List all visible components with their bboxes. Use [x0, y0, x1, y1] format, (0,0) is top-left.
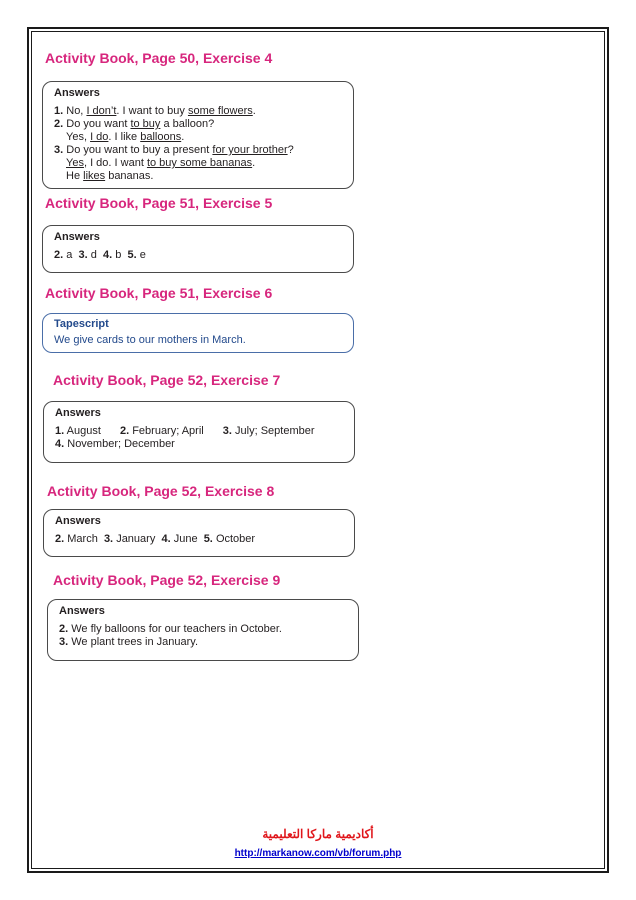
answer-line: 2. We fly balloons for our teachers in October.: [59, 623, 282, 635]
tapescript-text: We give cards to our mothers in March.: [54, 334, 246, 346]
answer-line: 3. We plant trees in January.: [59, 636, 199, 648]
exercise-4-heading: Activity Book, Page 50, Exercise 4: [45, 50, 273, 66]
answers-label: Answers: [55, 407, 101, 419]
answer-line: Yes, I do. I want to buy some bananas.: [66, 157, 256, 169]
exercise-7-answer-box: [43, 401, 355, 463]
exercise-6-heading: Activity Book, Page 51, Exercise 6: [45, 285, 273, 301]
exercise-9-heading: Activity Book, Page 52, Exercise 9: [53, 572, 281, 588]
answer-line: 4. November; December: [55, 438, 175, 450]
exercise-8-answer-box: [43, 509, 355, 557]
exercise-5-heading: Activity Book, Page 51, Exercise 5: [45, 195, 273, 211]
answer-line: Yes, I do. I like balloons.: [66, 131, 185, 143]
exercise-6-tapescript-box: [42, 313, 354, 353]
exercise-8-heading: Activity Book, Page 52, Exercise 8: [47, 483, 275, 499]
answers-label: Answers: [54, 87, 100, 99]
footer-forum-link[interactable]: http://markanow.com/vb/forum.php: [234, 848, 402, 859]
exercise-5-answer-box: [42, 225, 354, 273]
tapescript-label: Tapescript: [54, 318, 109, 330]
exercise-4-answer-box: [42, 81, 354, 189]
exercise-7-heading: Activity Book, Page 52, Exercise 7: [53, 372, 281, 388]
answer-line: 2. March 3. January 4. June 5. October: [55, 533, 256, 545]
answer-line: He likes bananas.: [66, 170, 154, 182]
answers-label: Answers: [54, 231, 100, 243]
exercise-9-answer-box: [47, 599, 359, 661]
footer-academy-name: أكاديمية ماركا التعليمية: [262, 827, 374, 841]
answer-line: 2. a 3. d 4. b 5. e: [54, 249, 146, 261]
answers-label: Answers: [55, 515, 101, 527]
answer-line: 1. August 2. February; April 3. July; September: [55, 425, 315, 437]
answer-line: 2. Do you want to buy a balloon?: [54, 118, 215, 130]
answers-label: Answers: [59, 605, 105, 617]
answer-line: 3. Do you want to buy a present for your brother?: [54, 144, 294, 156]
answer-line: 1. No, I don’t. I want to buy some flowers.: [54, 105, 256, 117]
